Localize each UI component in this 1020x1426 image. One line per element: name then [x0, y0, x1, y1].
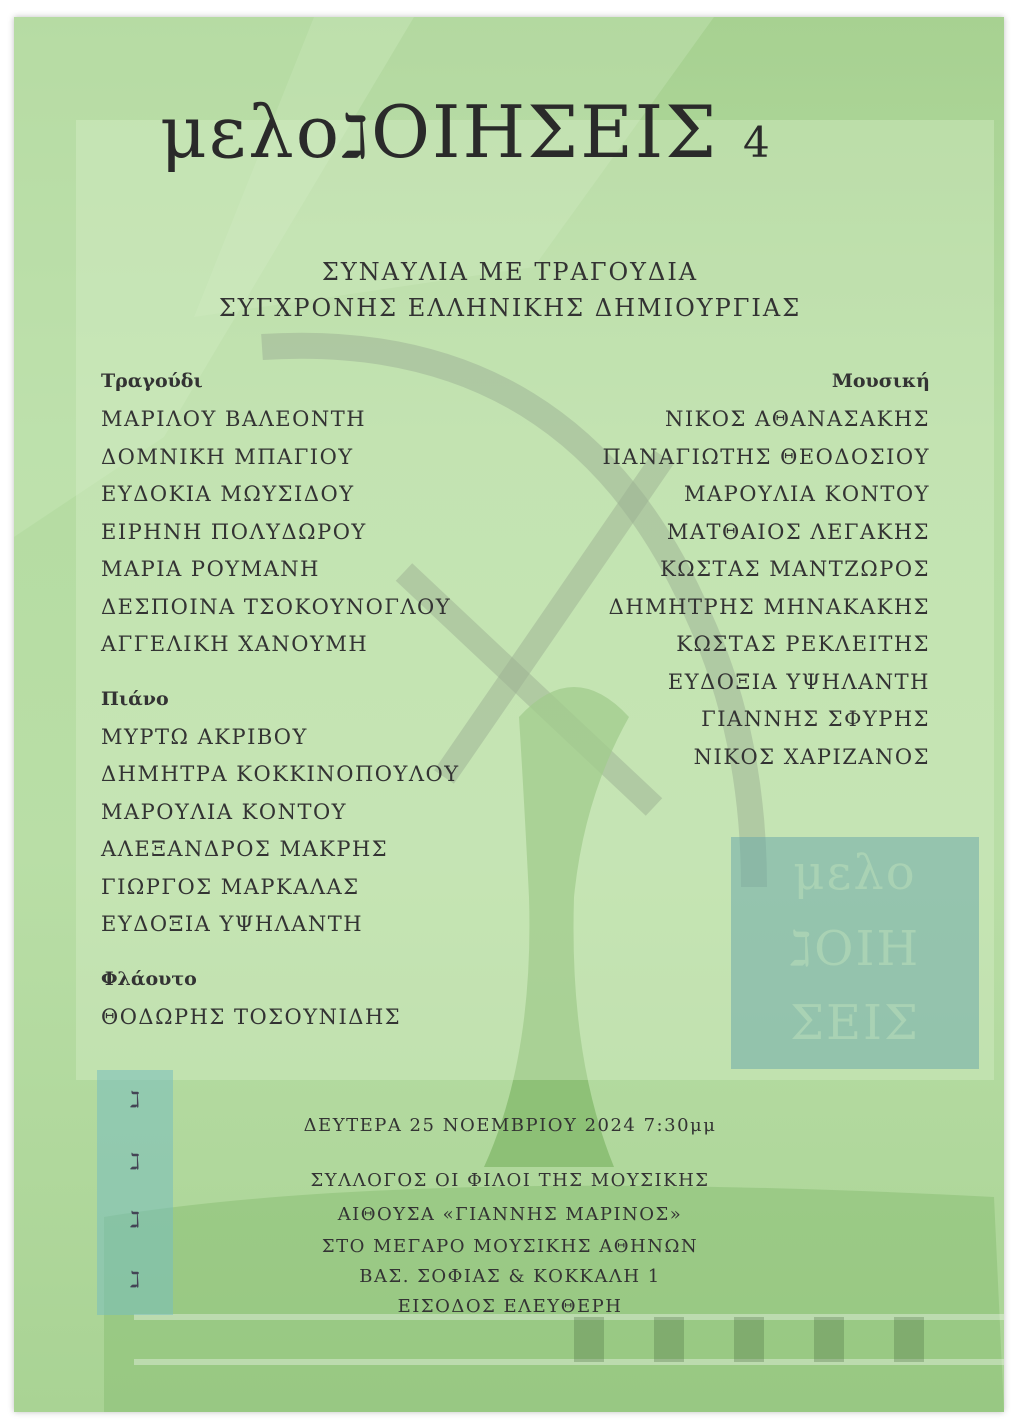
pianist-name: ΔΗΜΗΤΡΑ ΚΟΚΚΙΝΟΠΟΥΛΟΥ — [101, 762, 460, 786]
venue-line3: ΣΤΟ ΜΕΓΑΡΟ ΜΟΥΣΙΚΗΣ ΑΘΗΝΩΝ — [321, 1236, 699, 1257]
entry-info: ΕΙΣΟΔΟΣ ΕΛΕΥΘΕΡΗ — [397, 1296, 623, 1317]
logo-line3: ΣΕΙΣ — [790, 995, 920, 1051]
leaf-glyph-icon: ℷ — [341, 102, 372, 172]
logo-line1: μελο — [793, 845, 917, 901]
performers-column — [101, 370, 460, 1036]
leaf-glyph-icon: ℷ — [789, 921, 815, 977]
composers-column — [602, 370, 930, 776]
leaf-icon: ℷ — [129, 1088, 141, 1113]
poster-title — [160, 90, 772, 174]
leaf-icon: ℷ — [129, 1150, 141, 1175]
composer-name: ΠΑΝΑΓΙΩΤΗΣ ΘΕΟΔΟΣΙΟΥ — [602, 444, 930, 469]
title-number: 4 — [743, 118, 772, 167]
venue-address: ΒΑΣ. ΣΟΦΙΑΣ & ΚΟΚΚΑΛΗ 1 — [359, 1266, 661, 1287]
composer-name: ΝΙΚΟΣ ΑΘΑΝΑΣΑΚΗΣ — [664, 407, 930, 431]
flute-header: Φλάουτο — [101, 967, 197, 990]
music-header: Μουσική — [831, 370, 930, 392]
singer-name: ΕΙΡΗΝΗ ΠΟΛΥΔΩΡΟΥ — [101, 519, 367, 544]
singer-name: ΔΟΜΝΙΚΗ ΜΠΑΓΙΟΥ — [101, 444, 354, 469]
composer-name: ΓΙΑΝΝΗΣ ΣΦΥΡΗΣ — [701, 707, 930, 731]
logo-line2-text: ΟΙΗ — [814, 921, 921, 977]
venue-line1: ΣΥΛΛΟΓΟΣ ΟΙ ΦΙΛΟΙ ΤΗΣ ΜΟΥΣΙΚΗΣ — [310, 1170, 710, 1191]
logo-block — [731, 837, 979, 1069]
singer-name: ΑΓΓΕΛΙΚΗ ΧΑΝΟΥΜΗ — [101, 632, 369, 656]
singer-name: ΕΥΔΟΚΙΑ ΜΩΥΣΙΔΟΥ — [101, 482, 355, 506]
subtitle-line1: ΣΥΝΑΥΛΙΑ ΜΕ ΤΡΑΓΟΥΔΙΑ — [321, 258, 699, 286]
pianist-name: ΜΥΡΤΩ ΑΚΡΙΒΟΥ — [101, 724, 308, 749]
venue-line2: ΑΙΘΟΥΣΑ «ΓΙΑΝΝΗΣ ΜΑΡΙΝΟΣ» — [337, 1204, 683, 1225]
leaf-icon: ℷ — [129, 1268, 141, 1293]
pianist-name: ΕΥΔΟΞΙΑ ΥΨΗΛΑΝΤΗ — [101, 912, 364, 936]
subtitle-line2: ΣΥΓΧΡΟΝΗΣ ΕΛΛΗΝΙΚΗΣ ΔΗΜΙΟΥΡΓΙΑΣ — [218, 294, 802, 322]
event-date: ΔΕΥΤΕΡΑ 25 ΝΟΕΜΒΡΙΟΥ 2024 7:30μμ — [303, 1115, 717, 1136]
composer-name: ΕΥΔΟΞΙΑ ΥΨΗΛΑΝΤΗ — [667, 669, 930, 694]
composer-name: ΚΩΣΤΑΣ ΡΕΚΛΕΙΤΗΣ — [676, 632, 930, 656]
title-right: ΟΙΗΣΕΙΣ — [371, 90, 719, 174]
singer-name: ΔΕΣΠΟΙΝΑ ΤΣΟΚΟΥΝΟΓΛΟΥ — [101, 594, 452, 619]
singer-name: ΜΑΡΙΑ ΡΟΥΜΑΝΗ — [101, 557, 320, 581]
composer-name: ΜΑΡΟΥΛΙΑ ΚΟΝΤΟΥ — [683, 482, 930, 506]
piano-header: Πιάνο — [101, 687, 169, 710]
leaf-icon: ℷ — [129, 1208, 141, 1233]
composer-name: ΝΙΚΟΣ ΧΑΡΙΖΑΝΟΣ — [693, 744, 930, 769]
composer-name: ΜΑΤΘΑΙΟΣ ΛΕΓΑΚΗΣ — [666, 519, 930, 544]
pianist-name: ΜΑΡΟΥΛΙΑ ΚΟΝΤΟΥ — [101, 799, 348, 824]
flutist-name: ΘΟΔΩΡΗΣ ΤΟΣΟΥΝΙΔΗΣ — [101, 1004, 402, 1029]
singers-header: Τραγούδι — [101, 370, 203, 392]
singer-name: ΜΑΡΙΛΟΥ ΒΑΛΕΟΝΤΗ — [101, 407, 367, 431]
pianist-name: ΓΙΩΡΓΟΣ ΜΑΡΚΑΛΑΣ — [101, 874, 360, 899]
title-left: μελο — [160, 90, 342, 174]
composer-name: ΔΗΜΗΤΡΗΣ ΜΗΝΑΚΑΚΗΣ — [608, 594, 930, 619]
pianist-name: ΑΛΕΞΑΝΔΡΟΣ ΜΑΚΡΗΣ — [101, 837, 389, 861]
logo-line2 — [731, 921, 979, 977]
composer-name: ΚΩΣΤΑΣ ΜΑΝΤΖΩΡΟΣ — [660, 557, 930, 581]
